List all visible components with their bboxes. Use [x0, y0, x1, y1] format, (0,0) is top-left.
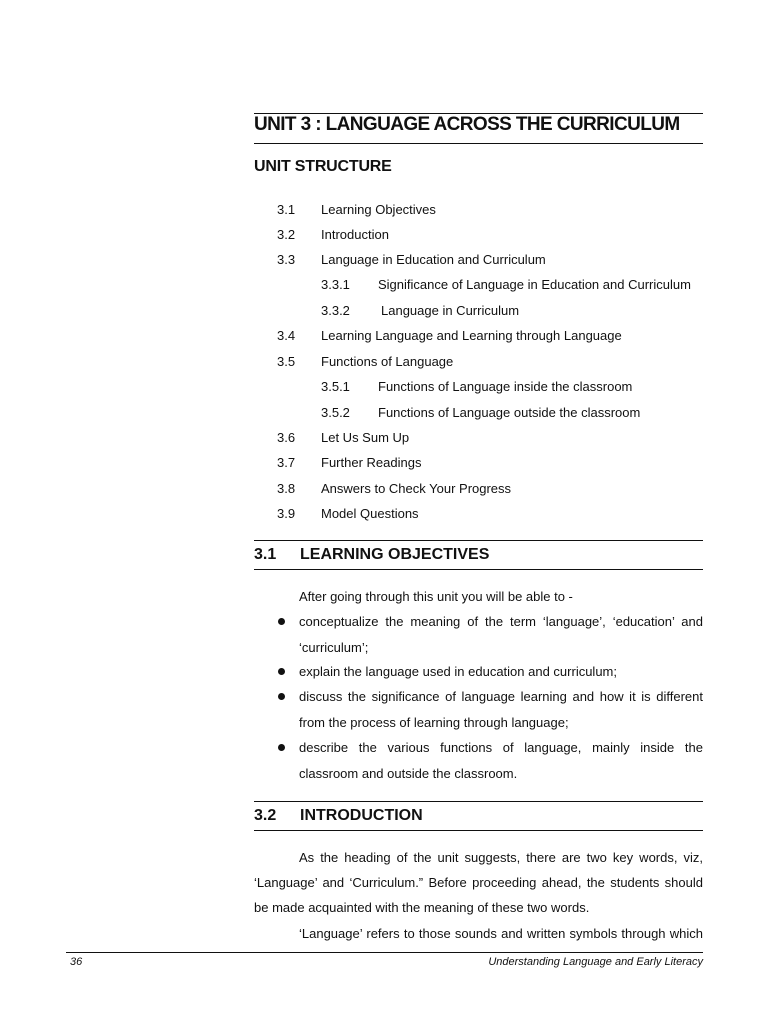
- intro-paragraph-line: As the heading of the unit suggests, there are two key words, viz,: [299, 850, 703, 865]
- toc-label: Learning Objectives: [321, 202, 436, 217]
- objective-line: classroom and outside the classroom.: [299, 766, 518, 781]
- section-heading-introduction: [254, 807, 703, 827]
- unit-title: UNIT 3 : LANGUAGE ACROSS THE CURRICULUM: [254, 114, 680, 135]
- toc-label: Functions of Language inside the classroom: [378, 379, 633, 394]
- toc-label: Functions of Language: [321, 354, 454, 369]
- title-bottom-rule: [254, 143, 703, 144]
- intro-paragraph-line: be made acquainted with the meaning of these two words.: [254, 900, 590, 915]
- toc-number: 3.9: [277, 506, 296, 521]
- section-title: LEARNING OBJECTIVES: [300, 546, 490, 563]
- toc-label: Let Us Sum Up: [321, 430, 410, 445]
- section-heading-learning-objectives: [254, 546, 703, 566]
- objective-line: ‘curriculum’;: [299, 640, 369, 655]
- intro-paragraph-line: ‘Language’ and ‘Curriculum.” Before proceeding ahead, the students should: [254, 875, 703, 890]
- toc-number: 3.2: [277, 227, 296, 242]
- page-number: 36: [70, 956, 83, 968]
- unit-structure-heading: UNIT STRUCTURE: [254, 158, 392, 175]
- objective-line: describe the various functions of language, mainly inside the: [299, 740, 703, 755]
- bullet-icon: [278, 618, 285, 625]
- toc-number: 3.7: [277, 455, 296, 470]
- toc-number: 3.5: [277, 354, 296, 369]
- toc-label: Functions of Language outside the classroom: [378, 405, 641, 420]
- section-number: 3.2: [254, 807, 277, 824]
- toc-number: 3.6: [277, 430, 296, 445]
- toc-label: Answers to Check Your Progress: [321, 481, 512, 496]
- toc-number: 3.5.2: [321, 405, 350, 420]
- objective-line: from the process of learning through language;: [299, 715, 569, 730]
- section-2-top-rule: [254, 801, 703, 802]
- bullet-icon: [278, 693, 285, 700]
- toc-number: 3.8: [277, 481, 296, 496]
- toc-number: 3.3.1: [321, 277, 350, 292]
- toc-label: Language in Education and Curriculum: [321, 252, 546, 267]
- toc-label: Language in Curriculum: [381, 303, 520, 318]
- toc-label: Model Questions: [321, 506, 419, 521]
- section-1-bottom-rule: [254, 569, 703, 570]
- intro-paragraph-line: ‘Language’ refers to those sounds and written symbols through which: [299, 926, 703, 941]
- toc-number: 3.5.1: [321, 379, 350, 394]
- bullet-icon: [278, 744, 285, 751]
- section-2-bottom-rule: [254, 830, 703, 831]
- toc-label: Learning Language and Learning through Language: [321, 328, 622, 343]
- toc-number: 3.3.2: [321, 303, 350, 318]
- section-1-top-rule: [254, 540, 703, 541]
- footer-book-title: Understanding Language and Early Literacy: [488, 956, 703, 968]
- section-number: 3.1: [254, 546, 277, 563]
- toc-label: Introduction: [321, 227, 389, 242]
- bullet-icon: [278, 668, 285, 675]
- objective-line: discuss the significance of language learning and how it is different: [299, 689, 703, 704]
- toc-number: 3.4: [277, 328, 296, 343]
- objective-line: explain the language used in education and curriculum;: [299, 664, 617, 679]
- toc-label: Significance of Language in Education and Curriculum: [378, 277, 691, 292]
- toc-number: 3.3: [277, 252, 296, 267]
- toc-label: Further Readings: [321, 455, 422, 470]
- objective-line: conceptualize the meaning of the term ‘language’, ‘education’ and: [299, 614, 703, 629]
- section-title: INTRODUCTION: [300, 807, 423, 824]
- objectives-intro: After going through this unit you will be able to -: [299, 589, 573, 604]
- toc-number: 3.1: [277, 202, 296, 217]
- footer-rule: [66, 952, 703, 953]
